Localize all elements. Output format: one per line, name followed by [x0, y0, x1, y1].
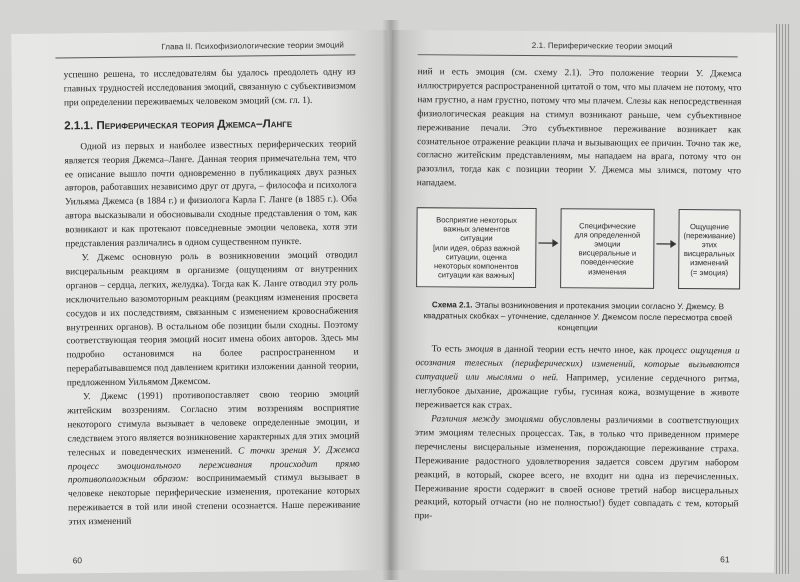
box1-line: [или идея, образ важной [432, 242, 520, 253]
section-title: Периферическая теория Джемса–Ланге [96, 116, 293, 132]
intro-paragraph: успешно решена, то исследователям бы удалось преодолеть одну из главных трудностей исследования эмоций, связанную с субъективизмом при определении переживаемых человеком эмоций (см. гл. 1). [63, 67, 356, 109]
paragraph-3-start: У. Джемс (1991) противопоставляет свою теорию эмоций житейским воззрениям. Согласно этим воззрениям восприятие некоторого стимула вызывает в человеке определенные эмоции, и следствием этого является возникновение характерных для этих эмоций телесных и поведенческих изменений. [67, 389, 360, 459]
scheme-box-perception [416, 207, 537, 288]
scheme-box-changes [560, 208, 655, 289]
box1-line: важных элементов [443, 224, 510, 234]
left-running-head: Глава II. Психофизиологические теории эмоций [161, 40, 345, 52]
scheme-caption [416, 299, 740, 335]
right-text-column [414, 66, 741, 526]
scheme-arrow-1 [537, 236, 559, 250]
box2-line: изменения [588, 266, 627, 277]
para4-italic-definition: процесс ощущения и осознания телесных (периферических) изменений, которые вызываются ситуацией или мыслями о ней. [415, 346, 740, 384]
box2-line: поведенческие [580, 257, 634, 268]
para5-italic: Различия между эмоциями [431, 414, 544, 426]
left-page [11, 30, 393, 574]
section-number: 2.1.1. [64, 118, 94, 133]
box2-line: для определенной [574, 230, 641, 240]
left-page-number: 60 [72, 555, 83, 566]
paragraph-1: Одной из первых и наиболее известных периферических теорий является теория Джемса–Ланге. Данная теория примечательна тем, что ее описание вышло почти одновременно в публикациях двух разных авторов, работавших независимо друг от друга, – философа и психолога Уильяма Джемса (в 1884 г.) и физиолога Карла Г. Ланге (в 1885 г.). Оба автора высказывали и обосновывали сходные представления о том, как возникают и как протекают повседневные эмоции человека, хотя эти представления различались в одном существенном пункте. [64, 139, 358, 250]
para4-italic-emotion: эмоция [465, 344, 494, 356]
box3-line: (= эмоция) [690, 267, 729, 277]
paragraph-3-end: воспринимаемый стимул вызывает в человеке некоторые периферические изменения, протекание которых переживается в той или иной степени осознается. Наше переживание этих изменений [67, 472, 361, 528]
right-running-head: 2.1. Периферические теории эмоций [531, 40, 673, 51]
paragraph-3 [67, 388, 360, 530]
scheme-arrow-2 [655, 237, 677, 251]
box3-line: висцеральных [683, 249, 735, 259]
box2-line: Специфические [579, 220, 636, 231]
box3-line: Ощущение [689, 221, 730, 231]
right-header-rule [418, 54, 738, 57]
caption-label: Схема 2.1. [431, 300, 473, 310]
paragraph-5 [414, 413, 739, 527]
box1-line: ситуации, оценка [445, 252, 507, 262]
paragraph-2: У. Джемс основную роль в возникновении эмоций отводил висцеральным реакциям в организме (ощущениям от внутренних органов – сердца, легких, желудка). Тогда как К. Ланге отводил эту роль исключительно вазомоторным реакциям (реакциям изменения просвета сосудов и их последствиям, связанным с изменением кровоснабжения внутренних органов). В остальном обе позиции были сходны. Поэтому соответствующая теория эмоций носит имена обоих авторов. Здесь мы подробно остановимся на более распространенном и перерабатывавшемся под давлением критики изложении данной теории, предложенном Уильямом Джемсом. [65, 250, 359, 389]
box2-line: эмоции [594, 239, 621, 249]
left-header-rule [55, 54, 355, 58]
right-page [388, 30, 778, 573]
box1-line: ситуации как важных] [437, 270, 515, 281]
box3-line: (переживание) [683, 230, 736, 241]
box3-line: этих [701, 240, 718, 250]
box1-line: ситуации [460, 233, 493, 244]
scheme-diagram [416, 203, 741, 297]
caption-text: Этапы возникновения и протекания эмоции согласно У. Джемсу. В квадратных скобках – уточнение, сделанное У. Джемсом после пересмотра своей концепции [423, 300, 733, 333]
box1-line: некоторых компонентов [433, 261, 519, 271]
left-text-column [64, 66, 361, 530]
box1-line: Восприятие некоторых [436, 215, 517, 225]
para5-text: обусловлены различиями в соответствующих этим эмоциям телесных процессах. Так, в только что приведенном примере перечислены висцеральные изменения, порождающие переживание страха. Переживание радостного удовлетворения задается совсем другим набором реакций, в который, скорее всего, не входит ни одна из перечисленных. Переживание ярости содержит в своей основе третий набор висцеральных реакций, который отчасти (но не полностью!) будет совпадать с тем, который при- [414, 415, 740, 522]
para4-text: в данной теории есть нечто иное, как [496, 345, 653, 357]
paragraph-3-italic: С точки зрения У. Джемса процесс эмоционального переживания происходит прямо противоположным образом: [67, 444, 360, 486]
para4-text: То есть [431, 344, 462, 355]
paragraph-4 [415, 344, 739, 416]
page-stack-edge [776, 24, 790, 574]
book-gutter-shadow [382, 20, 400, 580]
right-page-number: 61 [720, 554, 730, 565]
continuation-paragraph: ний и есть эмоция (см. схему 2.1). Это положение теории У. Джемса иллюстрируется распространенной цитатой о том, что мы плачем не потому, что нам грустно, а нам грустно, потому что мы плачем. Слезы как непосредственная физиологическая реакция на стимул возникают раньше, чем субъективное переживание печали. Это субъективное переживание возникает как сознательное отражение реакции плача и вызывающих ее причин. Точно так же, согласно житейским представлениям, мы нападаем на врага, потому что он разозлил, тогда как с позиции теории У. Джемса мы злимся, потому что нападаем. [416, 67, 742, 189]
para4-text: Например, усиление сердечного ритма, неглубокое дыхание, дрожащие губы, гусиная кожа, возмущение в животе переживается как страх. [415, 373, 740, 411]
box3-line: изменений [690, 258, 729, 268]
box2-line: висцеральные и [578, 248, 637, 258]
section-heading [64, 116, 356, 132]
scheme-box-emotion [678, 209, 741, 289]
